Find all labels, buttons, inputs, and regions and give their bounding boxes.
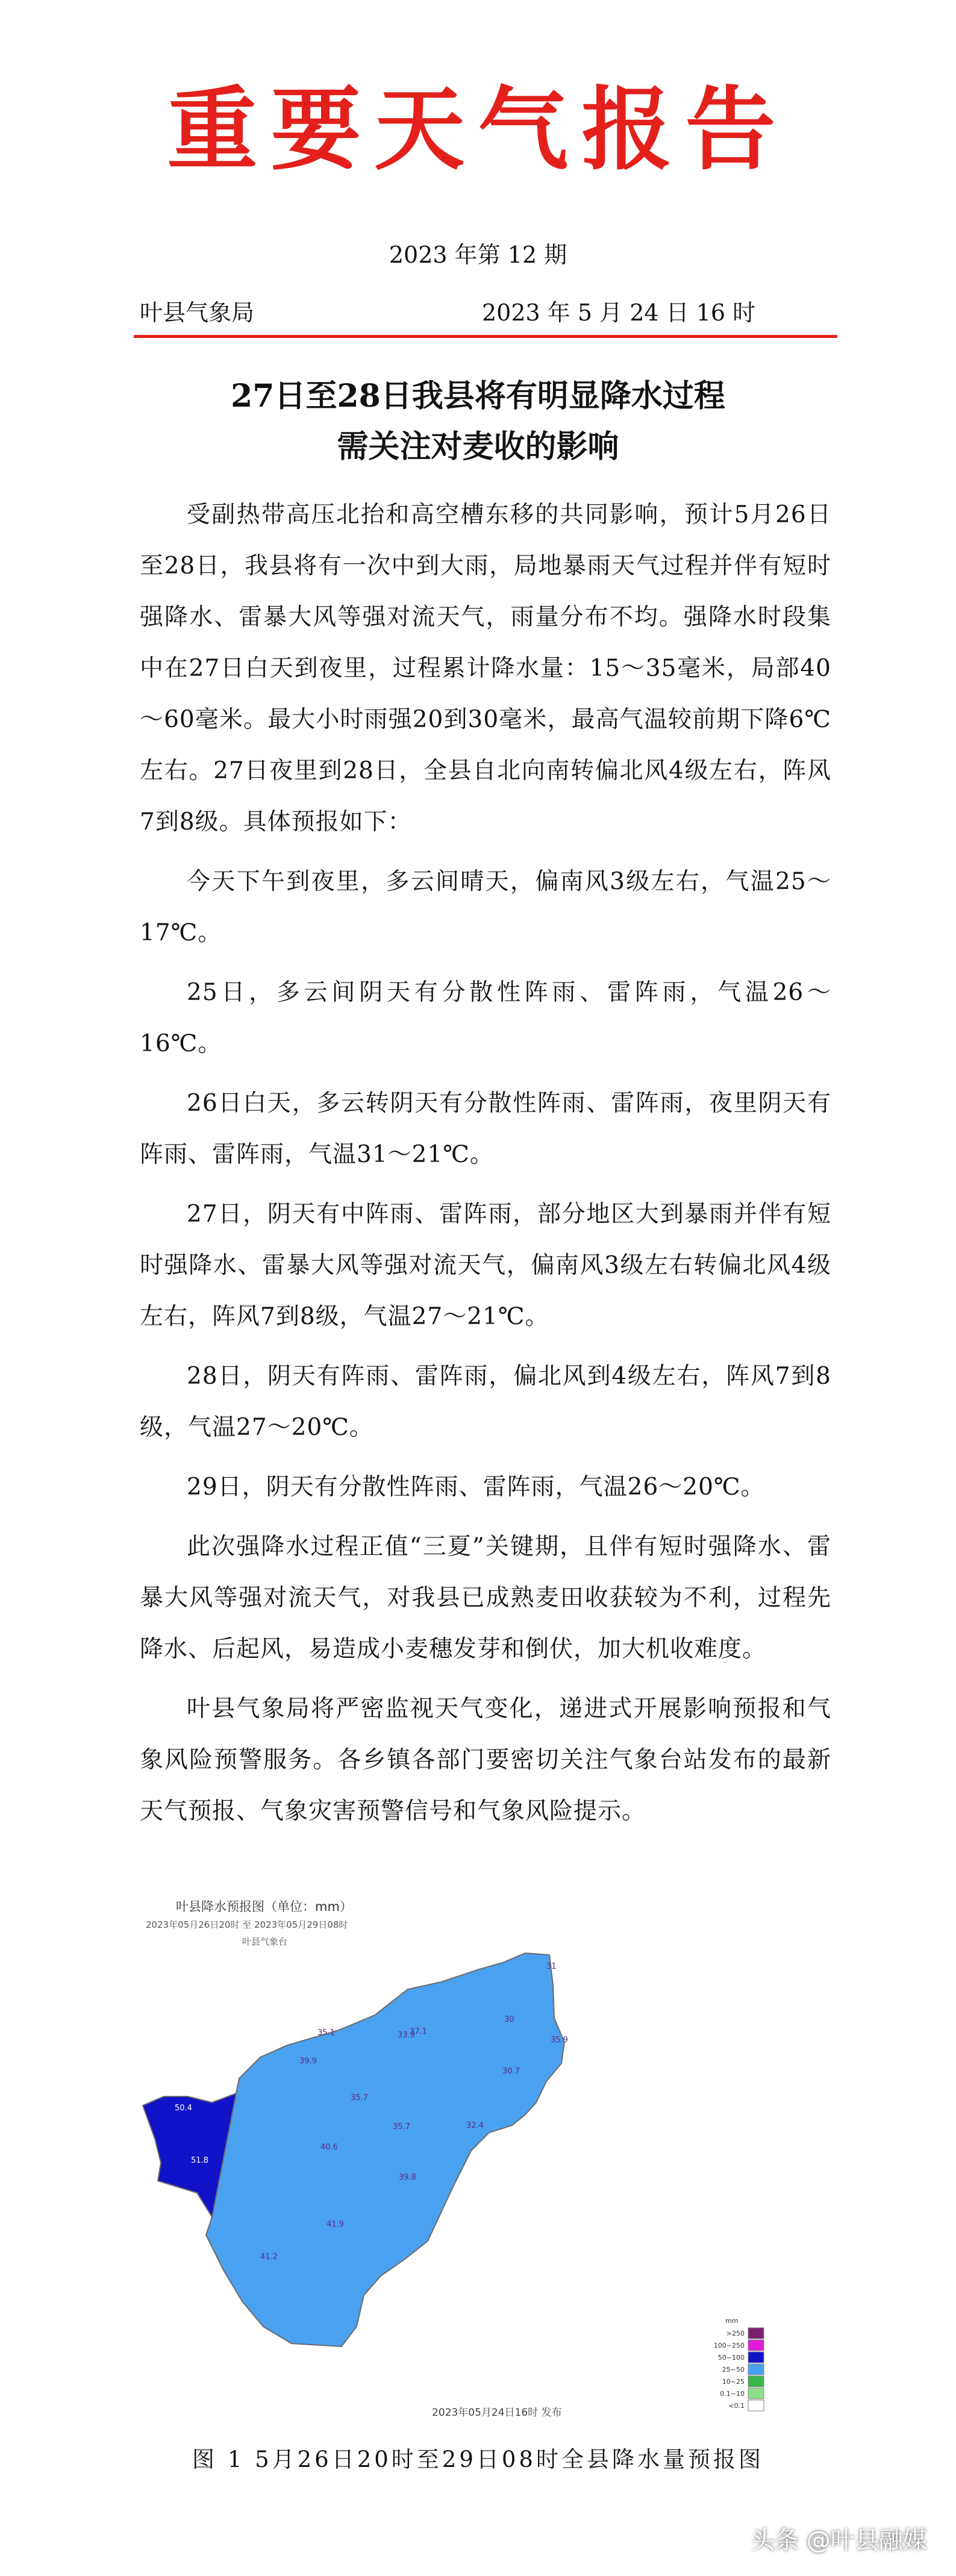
legend-label: >250 (726, 2330, 745, 2337)
paragraph-26th: 26日白天，多云转阴天有分散性阵雨、雷阵雨，夜里阴天有阵雨、雷阵雨，气温31～21℃。 (140, 1090, 831, 1168)
county-region-main (206, 1953, 564, 2346)
headline-line-2: 需关注对麦收的影响 (337, 428, 619, 465)
station-value: 50.4 (175, 2104, 192, 2113)
map-title: 叶县降水预报图（单位：mm） (176, 1899, 352, 1914)
legend-swatch (748, 2400, 764, 2411)
station-value: 30.7 (502, 2067, 520, 2076)
station-value: 33.9 (398, 2031, 415, 2040)
station-value: 39.8 (399, 2173, 416, 2182)
source-watermark: 头条 @叶县融媒 (751, 2527, 927, 2554)
issuing-bureau: 叶县气象局 (140, 299, 255, 326)
legend-label: 25~50 (722, 2366, 745, 2374)
station-value: 35.7 (351, 2093, 368, 2102)
map-org: 叶县气象台 (242, 1936, 288, 1947)
station-value: 35.1 (317, 2028, 335, 2037)
station-value: 35.7 (393, 2122, 410, 2131)
station-value: 41.2 (260, 2252, 278, 2262)
legend-swatch (748, 2352, 764, 2363)
paragraph-28th: 28日，阴天有阵雨、雷阵雨，偏北风到4级左右，阵风7到8级，气温27～20℃。 (140, 1363, 831, 1441)
legend-label: 50~100 (717, 2354, 745, 2362)
legend-swatch (748, 2340, 764, 2351)
station-value: 39.9 (299, 2057, 317, 2066)
station-value: 31 (546, 1962, 557, 1971)
station-value: 41.9 (326, 2220, 344, 2229)
precipitation-map (140, 1898, 826, 2428)
paragraph-impact: 此次强降水过程正值“三夏”关键期，且伴有短时强降水、雷暴大风等强对流天气，对我县已成熟麦田收获较为不利，过程先降水、后起风，易造成小麦穗发芽和倒伏，加大机收难度。 (140, 1533, 831, 1663)
station-value: 32.4 (466, 2121, 484, 2130)
map-legend (714, 2317, 764, 2411)
legend-title: mm (725, 2317, 739, 2325)
legend-label: 100~250 (713, 2342, 745, 2349)
legend-label: <0.1 (728, 2402, 745, 2410)
paragraph-29th: 29日，阴天有分散性阵雨、雷阵雨，气温26～20℃。 (187, 1474, 765, 1501)
legend-swatch (748, 2388, 764, 2399)
issue-number: 2023 年第 12 期 (389, 242, 567, 268)
report-body (140, 489, 831, 1837)
legend-label: 0.1~10 (720, 2390, 745, 2398)
station-value: 30 (504, 2015, 514, 2024)
station-value: 51.8 (191, 2156, 208, 2165)
map-issued-note: 2023年05月24日16时 发布 (432, 2407, 562, 2419)
map-period: 2023年05月26日20时 至 2023年05月29日08时 (146, 1919, 348, 1930)
precipitation-map-figure (140, 1898, 826, 2428)
legend-label: 10~25 (722, 2378, 745, 2386)
paragraph-25th: 25日，多云间阴天有分散性阵雨、雷阵雨，气温26～16℃。 (140, 979, 831, 1057)
report-title: 重要天气报告 (167, 77, 789, 183)
figure-caption: 图 1 5月26日20时至29日08时全县降水量预报图 (192, 2446, 764, 2472)
legend-swatch (748, 2364, 764, 2375)
station-value: 35.9 (551, 2036, 568, 2045)
paragraph-27th: 27日，阴天有中阵雨、雷阵雨，部分地区大到暴雨并伴有短时强降水、雷暴大风等强对流天气，偏南风3级左右转偏北风4级左右，阵风7到8级，气温27～21℃。 (140, 1201, 831, 1330)
legend-swatch (748, 2376, 764, 2387)
station-value: 37.1 (410, 2027, 427, 2036)
red-divider (134, 335, 837, 338)
paragraph-service: 叶县气象局将严密监视天气变化，递进式开展影响预报和气象风险预警服务。各乡镇各部门要密切关注气象台站发布的最新天气预报、气象灾害预警信号和气象风险提示。 (140, 1695, 831, 1825)
paragraph-intro: 受副热带高压北抬和高空槽东移的共同影响，预计5月26日至28日，我县将有一次中到大雨，局地暴雨天气过程并伴有短时强降水、雷暴大风等强对流天气，雨量分布不均。强降水时段集中在27日白天到夜里，过程累计降水量：15～35毫米，局部40～60毫米。最大小时雨强20到30毫米，最高气温较前期下降6℃左右。27日夜里到28日，全县自北向南转偏北风4级左右，阵风7到8级。具体预报如下： (140, 501, 831, 836)
legend-swatch (748, 2328, 764, 2339)
issue-date: 2023 年 5 月 24 日 16 时 (482, 299, 756, 326)
station-value: 40.6 (320, 2143, 338, 2152)
headline (0, 371, 956, 472)
paragraph-today: 今天下午到夜里，多云间晴天，偏南风3级左右，气温25～17℃。 (140, 868, 831, 946)
headline-line-1: 27日至28日我县将有明显降水过程 (231, 378, 725, 414)
